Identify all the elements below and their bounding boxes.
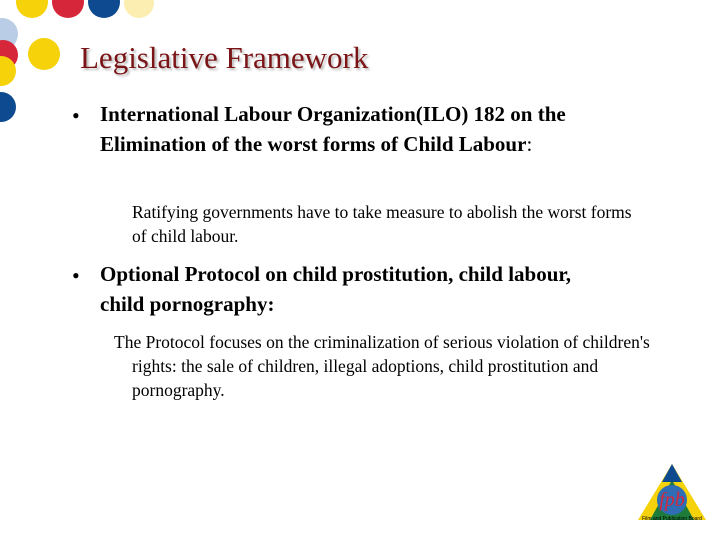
dot-yellow — [28, 38, 60, 70]
dot-red — [52, 0, 84, 18]
bullet-description-ilo: Ratifying governments have to take measure to abolish the worst forms of child labour. — [132, 202, 632, 246]
slide-title: Legislative Framework — [80, 40, 369, 75]
bullet-marker: • — [72, 263, 80, 288]
logo-letters: fpb — [659, 489, 685, 511]
dot-yellow — [16, 0, 48, 18]
bullet-heading-optional-protocol: Optional Protocol on child prostitution, child labour, child pornography: — [100, 262, 572, 316]
logo-caption: Film and Publication Board — [642, 516, 702, 522]
bullet-heading-colon: : — [526, 132, 533, 156]
bullet-heading-text: International Labour Organization(ILO) 182 on the Elimination of the worst forms of Child Labour — [100, 102, 566, 156]
bullet-marker: • — [72, 103, 80, 128]
bullet-description-optional-protocol: The Protocol focuses on the criminalization of serious violation of children's rights: the sale of children, illegal adoptions, child prostitution and pornography. — [114, 332, 650, 400]
bullet-heading-ilo — [100, 99, 620, 159]
dot-blue — [88, 0, 120, 18]
dot-pale-yellow — [124, 0, 154, 18]
dot-blue — [0, 92, 16, 122]
